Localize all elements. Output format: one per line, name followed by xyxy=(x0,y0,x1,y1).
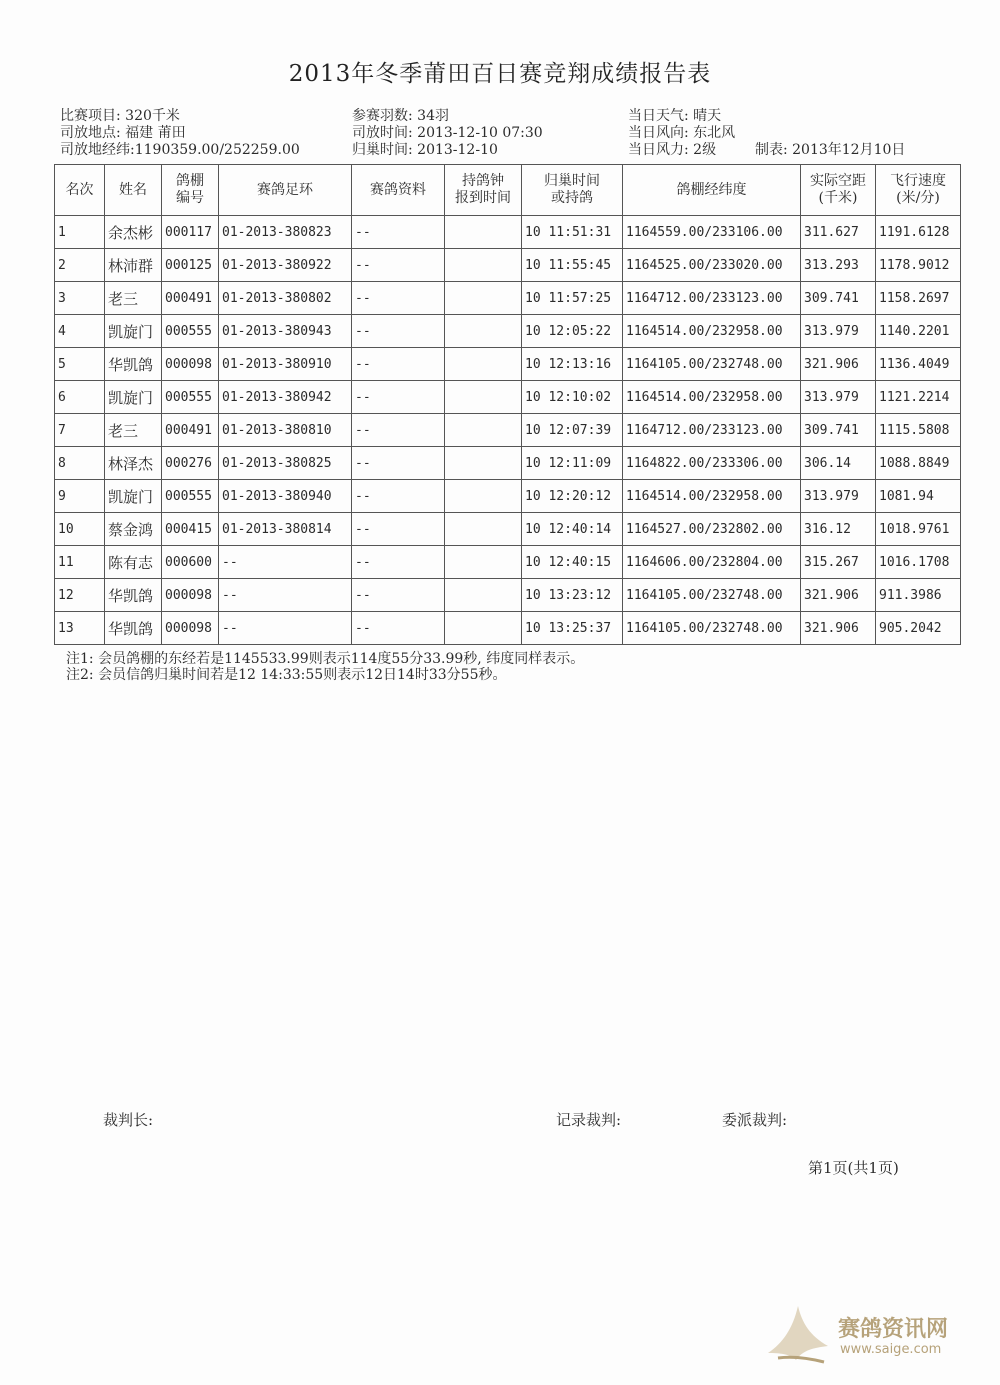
table-cell: -- xyxy=(352,282,445,315)
table-cell: 1081.94 xyxy=(876,480,961,513)
table-cell: -- xyxy=(352,579,445,612)
table-cell: 000098 xyxy=(162,579,219,612)
table-cell: 老三 xyxy=(105,414,162,447)
table-cell: 01-2013-380823 xyxy=(219,216,352,249)
table-cell xyxy=(445,249,522,282)
table-cell: 10 12:40:15 xyxy=(522,546,623,579)
table-cell: -- xyxy=(352,414,445,447)
table-cell xyxy=(445,513,522,546)
table-cell: 1191.6128 xyxy=(876,216,961,249)
table-cell: 01-2013-380802 xyxy=(219,282,352,315)
table-row xyxy=(55,480,961,513)
meta-wind-power: 当日风力: 2级 xyxy=(628,142,717,158)
column-header: 赛鸽资料 xyxy=(352,165,445,216)
table-cell: 3 xyxy=(55,282,105,315)
note-2: 注2: 会员信鸽归巢时间若是12 14:33:55则表示12日14时33分55秒。 xyxy=(66,667,507,683)
table-cell: 000276 xyxy=(162,447,219,480)
table-cell: 1164525.00/233020.00 xyxy=(623,249,801,282)
table-cell: 309.741 xyxy=(801,282,876,315)
table-cell xyxy=(445,216,522,249)
table-cell: 313.979 xyxy=(801,381,876,414)
table-cell: 6 xyxy=(55,381,105,414)
table-cell: 林泽杰 xyxy=(105,447,162,480)
table-cell: 01-2013-380943 xyxy=(219,315,352,348)
table-cell: 316.12 xyxy=(801,513,876,546)
table-cell: 1164105.00/232748.00 xyxy=(623,579,801,612)
table-cell: 12 xyxy=(55,579,105,612)
table-row xyxy=(55,348,961,381)
table-cell: 1164105.00/232748.00 xyxy=(623,348,801,381)
table-cell xyxy=(445,480,522,513)
table-row xyxy=(55,579,961,612)
table-cell: 华凯鸽 xyxy=(105,348,162,381)
table-cell: 313.979 xyxy=(801,480,876,513)
table-cell: 315.267 xyxy=(801,546,876,579)
table-cell: 10 12:10:02 xyxy=(522,381,623,414)
table-cell: 311.627 xyxy=(801,216,876,249)
table-cell: 陈有志 xyxy=(105,546,162,579)
table-row xyxy=(55,249,961,282)
table-cell: 01-2013-380922 xyxy=(219,249,352,282)
table-cell: 10 12:20:12 xyxy=(522,480,623,513)
column-header: 归巢时间 或持鸽 xyxy=(522,165,623,216)
column-header: 鸽棚 编号 xyxy=(162,165,219,216)
table-cell: 10 13:23:12 xyxy=(522,579,623,612)
watermark-text: 赛鸽资讯网 xyxy=(838,1317,949,1342)
table-cell: 10 11:51:31 xyxy=(522,216,623,249)
table-cell: 10 13:25:37 xyxy=(522,612,623,645)
table-cell: -- xyxy=(219,579,352,612)
table-row xyxy=(55,513,961,546)
results-table xyxy=(54,164,961,645)
table-cell: 306.14 xyxy=(801,447,876,480)
table-cell: 1164712.00/233123.00 xyxy=(623,414,801,447)
table-row xyxy=(55,381,961,414)
table-cell xyxy=(445,579,522,612)
report-title: 2013年冬季莆田百日赛竞翔成绩报告表 xyxy=(288,61,712,87)
table-cell: 000555 xyxy=(162,480,219,513)
table-cell: -- xyxy=(219,546,352,579)
table-cell: 01-2013-380942 xyxy=(219,381,352,414)
signature-delegate: 委派裁判: xyxy=(722,1111,788,1129)
table-cell: 11 xyxy=(55,546,105,579)
table-cell: 1115.5808 xyxy=(876,414,961,447)
table-cell: 000098 xyxy=(162,348,219,381)
table-cell: 林沛群 xyxy=(105,249,162,282)
table-cell: -- xyxy=(352,216,445,249)
table-cell: 凯旋门 xyxy=(105,480,162,513)
table-cell xyxy=(445,447,522,480)
table-row xyxy=(55,414,961,447)
table-cell: -- xyxy=(352,249,445,282)
meta-middle xyxy=(352,108,543,159)
table-cell: 凯旋门 xyxy=(105,381,162,414)
table-cell: 4 xyxy=(55,315,105,348)
table-cell: 000117 xyxy=(162,216,219,249)
table-cell: 余杰彬 xyxy=(105,216,162,249)
table-cell: 1158.2697 xyxy=(876,282,961,315)
table-cell: 10 11:55:45 xyxy=(522,249,623,282)
meta-project: 比赛项目: 320千米 xyxy=(60,108,180,124)
table-cell: 000415 xyxy=(162,513,219,546)
table-cell: 000491 xyxy=(162,282,219,315)
table-cell: 000125 xyxy=(162,249,219,282)
meta-made-date: 制表: 2013年12月10日 xyxy=(754,142,906,158)
notes xyxy=(66,651,584,683)
table-body xyxy=(55,216,961,645)
table-cell: 321.906 xyxy=(801,579,876,612)
meta-location: 司放地点: 福建 莆田 xyxy=(60,125,186,141)
table-cell: 1164559.00/233106.00 xyxy=(623,216,801,249)
table-header-row xyxy=(55,165,961,216)
table-cell: 10 12:40:14 xyxy=(522,513,623,546)
table-cell: 309.741 xyxy=(801,414,876,447)
table-cell: -- xyxy=(352,513,445,546)
table-cell: 华凯鸽 xyxy=(105,612,162,645)
table-cell: 1088.8849 xyxy=(876,447,961,480)
table-cell: 10 11:57:25 xyxy=(522,282,623,315)
meta-wind-direction: 当日风向: 东北风 xyxy=(628,125,736,141)
table-cell: 321.906 xyxy=(801,612,876,645)
table-cell: 1018.9761 xyxy=(876,513,961,546)
table-cell xyxy=(445,414,522,447)
table-cell: 8 xyxy=(55,447,105,480)
column-header: 名次 xyxy=(55,165,105,216)
table-cell: 13 xyxy=(55,612,105,645)
meta-birds: 参赛羽数: 34羽 xyxy=(352,108,449,124)
table-cell: 000098 xyxy=(162,612,219,645)
table-cell: 7 xyxy=(55,414,105,447)
table-cell xyxy=(445,612,522,645)
watermark-url: www.saige.com xyxy=(840,1342,942,1357)
note-1: 注1: 会员鸽棚的东经若是1145533.99则表示114度55分33.99秒, 纬度同样表示。 xyxy=(66,651,585,667)
watermark-logo xyxy=(758,1298,958,1368)
table-row xyxy=(55,612,961,645)
table-cell: 313.293 xyxy=(801,249,876,282)
pigeon-icon xyxy=(758,1298,838,1368)
table-cell: 1164822.00/233306.00 xyxy=(623,447,801,480)
table-cell: 000491 xyxy=(162,414,219,447)
meta-coords: 司放地经纬:1190359.00/252259.00 xyxy=(60,142,300,158)
table-cell: -- xyxy=(352,348,445,381)
column-header: 飞行速度 (米/分) xyxy=(876,165,961,216)
table-cell: 000555 xyxy=(162,381,219,414)
table-cell: 1164527.00/232802.00 xyxy=(623,513,801,546)
meta-return-time: 归巢时间: 2013-12-10 xyxy=(352,142,498,158)
table-cell: 000555 xyxy=(162,315,219,348)
meta-release-time: 司放时间: 2013-12-10 07:30 xyxy=(352,125,543,141)
table-cell xyxy=(445,315,522,348)
table-cell: -- xyxy=(352,447,445,480)
table-cell: 凯旋门 xyxy=(105,315,162,348)
column-header: 实际空距 (千米) xyxy=(801,165,876,216)
table-cell: 000600 xyxy=(162,546,219,579)
table-cell: 01-2013-380810 xyxy=(219,414,352,447)
table-cell: 9 xyxy=(55,480,105,513)
table-cell: 01-2013-380814 xyxy=(219,513,352,546)
table-cell: 905.2042 xyxy=(876,612,961,645)
table-cell: -- xyxy=(352,315,445,348)
page-number: 第1页(共1页) xyxy=(808,1159,899,1177)
table-cell: 1164514.00/232958.00 xyxy=(623,315,801,348)
table-cell xyxy=(445,546,522,579)
table-cell xyxy=(445,282,522,315)
meta-left xyxy=(60,108,300,159)
column-header: 鸽棚经纬度 xyxy=(623,165,801,216)
table-cell: -- xyxy=(219,612,352,645)
table-cell: 10 xyxy=(55,513,105,546)
meta-right xyxy=(628,108,905,159)
table-cell: -- xyxy=(352,480,445,513)
table-cell: 1121.2214 xyxy=(876,381,961,414)
table-cell: 1178.9012 xyxy=(876,249,961,282)
table-row xyxy=(55,546,961,579)
table-cell: 01-2013-380940 xyxy=(219,480,352,513)
table-cell: 1164606.00/232804.00 xyxy=(623,546,801,579)
table-cell: 1136.4049 xyxy=(876,348,961,381)
table-cell: 华凯鸽 xyxy=(105,579,162,612)
table-cell: 1164712.00/233123.00 xyxy=(623,282,801,315)
table-cell: 1164514.00/232958.00 xyxy=(623,480,801,513)
table-cell: -- xyxy=(352,546,445,579)
table-cell: 01-2013-380910 xyxy=(219,348,352,381)
signature-chief: 裁判长: xyxy=(103,1111,154,1129)
meta-weather: 当日天气: 晴天 xyxy=(628,108,722,124)
table-cell xyxy=(445,348,522,381)
table-cell: 01-2013-380825 xyxy=(219,447,352,480)
table-row xyxy=(55,282,961,315)
table-cell: 321.906 xyxy=(801,348,876,381)
table-cell: 10 12:11:09 xyxy=(522,447,623,480)
table-cell: 10 12:05:22 xyxy=(522,315,623,348)
table-cell: 2 xyxy=(55,249,105,282)
table-cell xyxy=(445,381,522,414)
table-cell: 1 xyxy=(55,216,105,249)
table-cell: 1164514.00/232958.00 xyxy=(623,381,801,414)
table-row xyxy=(55,447,961,480)
table-cell: -- xyxy=(352,381,445,414)
signature-recorder: 记录裁判: xyxy=(556,1111,622,1129)
column-header: 姓名 xyxy=(105,165,162,216)
table-cell: 5 xyxy=(55,348,105,381)
table-row xyxy=(55,315,961,348)
table-cell: -- xyxy=(352,612,445,645)
table-cell: 1140.2201 xyxy=(876,315,961,348)
table-cell: 1016.1708 xyxy=(876,546,961,579)
column-header: 赛鸽足环 xyxy=(219,165,352,216)
table-row xyxy=(55,216,961,249)
table-cell: 10 12:07:39 xyxy=(522,414,623,447)
table-cell: 1164105.00/232748.00 xyxy=(623,612,801,645)
table-cell: 10 12:13:16 xyxy=(522,348,623,381)
table-cell: 蔡金鸿 xyxy=(105,513,162,546)
column-header: 持鸽钟 报到时间 xyxy=(445,165,522,216)
table-cell: 313.979 xyxy=(801,315,876,348)
table-cell: 911.3986 xyxy=(876,579,961,612)
table-cell: 老三 xyxy=(105,282,162,315)
